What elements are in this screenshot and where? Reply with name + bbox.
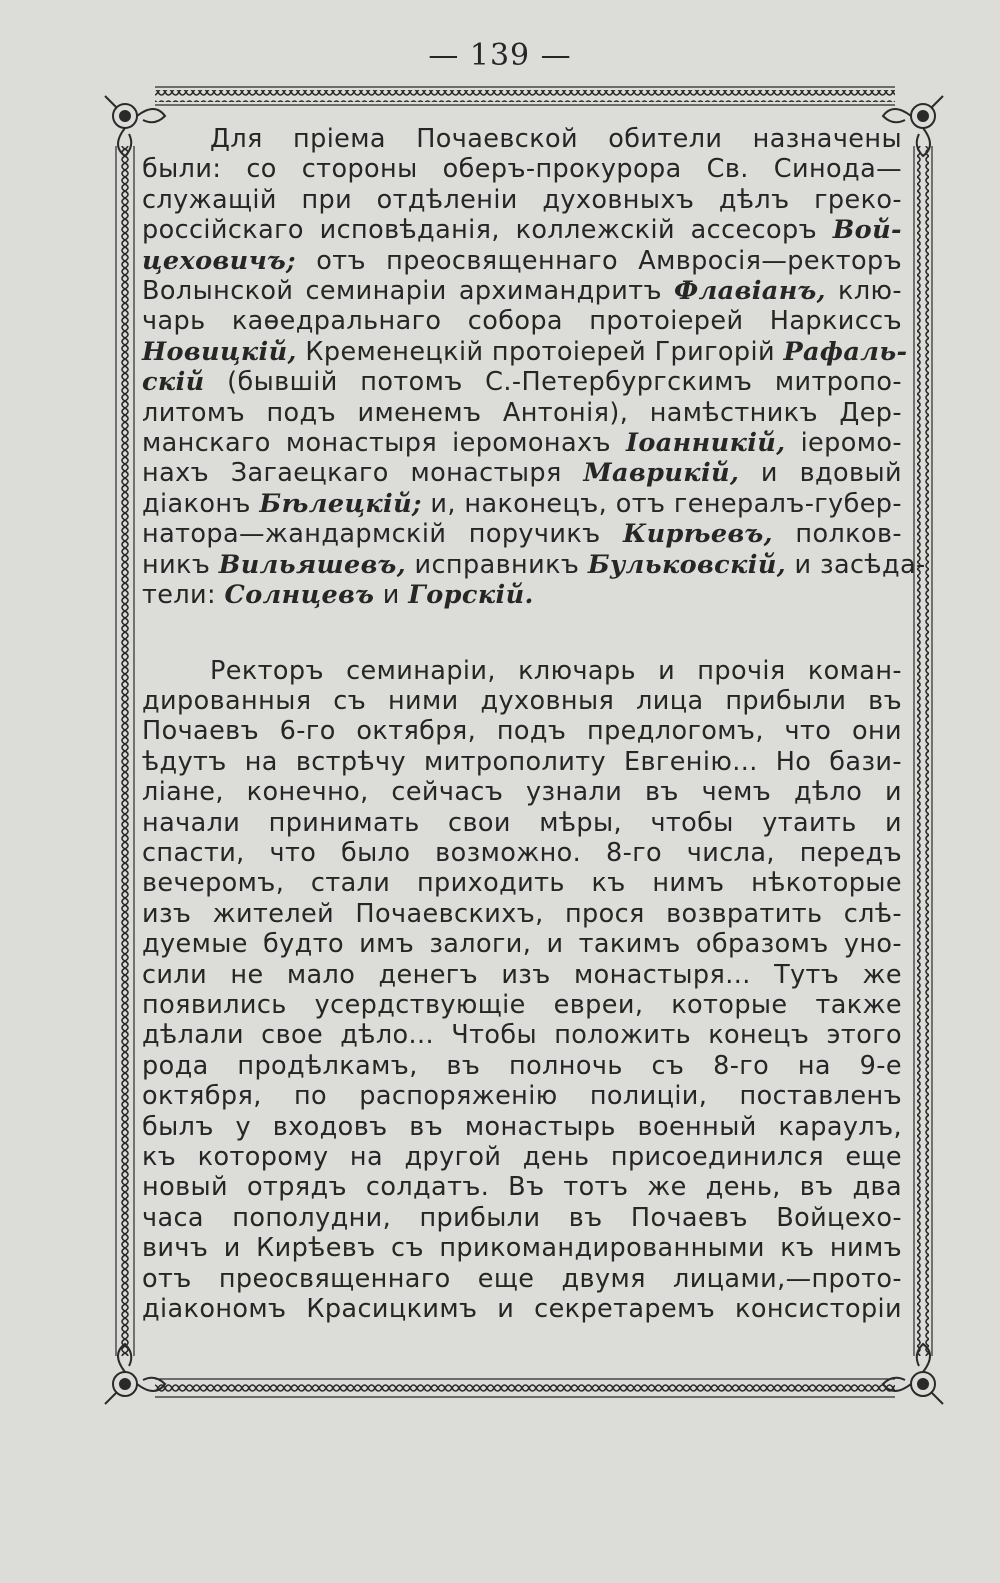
text-line: Почаевъ 6-го октября, подъ предлогомъ, что они <box>142 716 902 747</box>
text-line: рода продѣлкамъ, въ полночь съ 8-го на 9-е <box>142 1050 902 1081</box>
text-segment: нахъ Загаецкаго монастыря <box>142 458 584 489</box>
personal-name: Бѣлецкій; <box>259 488 422 519</box>
text-segment: и, наконецъ, отъ генералъ-губер- <box>421 488 902 519</box>
text-segment: іеромо- <box>785 428 902 459</box>
text-line: былъ у входовъ въ монастырь военный караулъ, <box>142 1111 902 1142</box>
personal-name: Бульковскій, <box>587 549 787 580</box>
text-segment: натора—жандармскій поручикъ <box>142 519 623 550</box>
text-line: дѣлали свое дѣло... Чтобы положить конецъ этого <box>142 1020 902 1051</box>
text-line: новый отрядъ солдатъ. Въ тотъ же день, въ два <box>142 1172 902 1203</box>
text-line <box>142 580 902 610</box>
personal-name: Вильяшевъ, <box>218 549 407 580</box>
text-line: отъ преосвященнаго еще двумя лицами,—прото- <box>142 1263 902 1294</box>
personal-name: Іоанникій, <box>625 428 786 459</box>
text-line <box>142 246 902 276</box>
text-line <box>142 519 902 549</box>
text-line: появились усердствующіе евреи, которые также <box>142 989 902 1020</box>
text-segment: манскаго монастыря іеромонахъ <box>142 428 626 459</box>
text-segment: и вдовый <box>739 458 902 489</box>
text-segment: и засѣда- <box>786 549 926 580</box>
text-line: Ректоръ семинаріи, ключарь и прочія коман- <box>210 655 902 686</box>
text-segment: служащій при отдѣленіи духовныхъ дѣлъ греко- <box>142 184 902 215</box>
text-segment: Для пріема Почаевской обители назначены <box>210 124 902 154</box>
text-segment: были: со стороны оберъ-прокурора Св. Синода— <box>142 154 902 185</box>
text-segment: россійскаго исповѣданія, коллежскій ассесоръ <box>142 215 833 246</box>
text-segment: отъ преосвященнаго Амвросія—ректоръ <box>296 245 902 276</box>
text-line <box>142 398 902 428</box>
text-segment: никъ <box>142 549 219 580</box>
text-line <box>142 185 902 215</box>
text-segment: тели: <box>142 580 225 611</box>
personal-name: Маврикій, <box>583 458 740 489</box>
paragraph-arrival <box>142 656 902 1325</box>
text-line <box>142 336 908 367</box>
text-line: изъ жителей Почаевскихъ, прося возвратить слѣ- <box>142 898 902 929</box>
personal-name: Новицкій, <box>142 336 297 367</box>
page-text <box>142 124 926 1325</box>
text-line: ліане, конечно, сейчасъ узнали въ чемъ дѣло и <box>142 777 902 808</box>
text-line: дуемые будто имъ залоги, и такимъ образомъ уно- <box>142 929 902 960</box>
text-line: часа пополудни, прибыли въ Почаевъ Войцехо- <box>142 1202 902 1233</box>
text-line <box>142 428 902 458</box>
personal-name: Горскій. <box>408 580 534 611</box>
text-line <box>142 367 902 397</box>
text-line <box>142 276 902 306</box>
personal-name: Солнцевъ <box>224 580 375 611</box>
text-line <box>142 154 902 184</box>
paragraph-commission <box>142 124 926 611</box>
text-line: спасти, что было возможно. 8-го числа, передъ <box>142 837 902 868</box>
text-line <box>142 215 902 245</box>
text-segment: Кременецкій протоіерей Григорій <box>296 336 784 367</box>
personal-name: Кирѣевъ, <box>623 519 773 550</box>
text-line: вичъ и Кирѣевъ съ прикомандированными къ нимъ <box>142 1233 902 1264</box>
text-segment: чарь каѳедральнаго собора протоіерей Наркиссъ <box>142 306 902 337</box>
text-line: вечеромъ, стали приходить къ нимъ нѣкоторые <box>142 868 902 899</box>
personal-name: Вой- <box>832 215 902 246</box>
text-segment: клю- <box>825 276 902 307</box>
text-line <box>142 489 902 519</box>
text-line: дированныя съ ними духовныя лица прибыли въ <box>142 685 902 716</box>
page-number: — 139 — <box>428 38 572 73</box>
text-segment: и <box>374 580 409 611</box>
text-segment: діаконъ <box>142 488 260 519</box>
text-segment: полков- <box>772 519 902 550</box>
text-segment: Волынской семинаріи архимандритъ <box>142 276 674 307</box>
text-line <box>142 306 902 336</box>
text-line: ѣдутъ на встрѣчу митрополиту Евгенію... Но бази- <box>142 746 902 777</box>
text-line: къ которому на другой день присоединился еще <box>142 1142 902 1172</box>
text-line: октября, по распоряженію полиціи, поставленъ <box>142 1081 902 1112</box>
text-line <box>142 458 902 488</box>
text-segment: литомъ подъ именемъ Антонія), намѣстникъ Дер- <box>142 397 902 428</box>
personal-name: Флавіанъ, <box>673 276 826 307</box>
text-line: діакономъ Красицкимъ и секретаремъ консисторіи <box>142 1294 902 1325</box>
personal-name: цеховичъ; <box>142 245 296 276</box>
text-line <box>142 549 926 580</box>
text-line: сили не мало денегъ изъ монастыря... Тутъ же <box>142 959 902 990</box>
text-segment: исправникъ <box>406 549 588 580</box>
text-line: начали принимать свои мѣры, чтобы утаить и <box>142 807 902 838</box>
text-segment: (бывшій потомъ С.-Петербургскимъ митропо- <box>204 367 902 398</box>
personal-name: Рафаль- <box>783 336 908 367</box>
personal-name: скій <box>142 367 205 398</box>
text-line <box>142 124 902 154</box>
